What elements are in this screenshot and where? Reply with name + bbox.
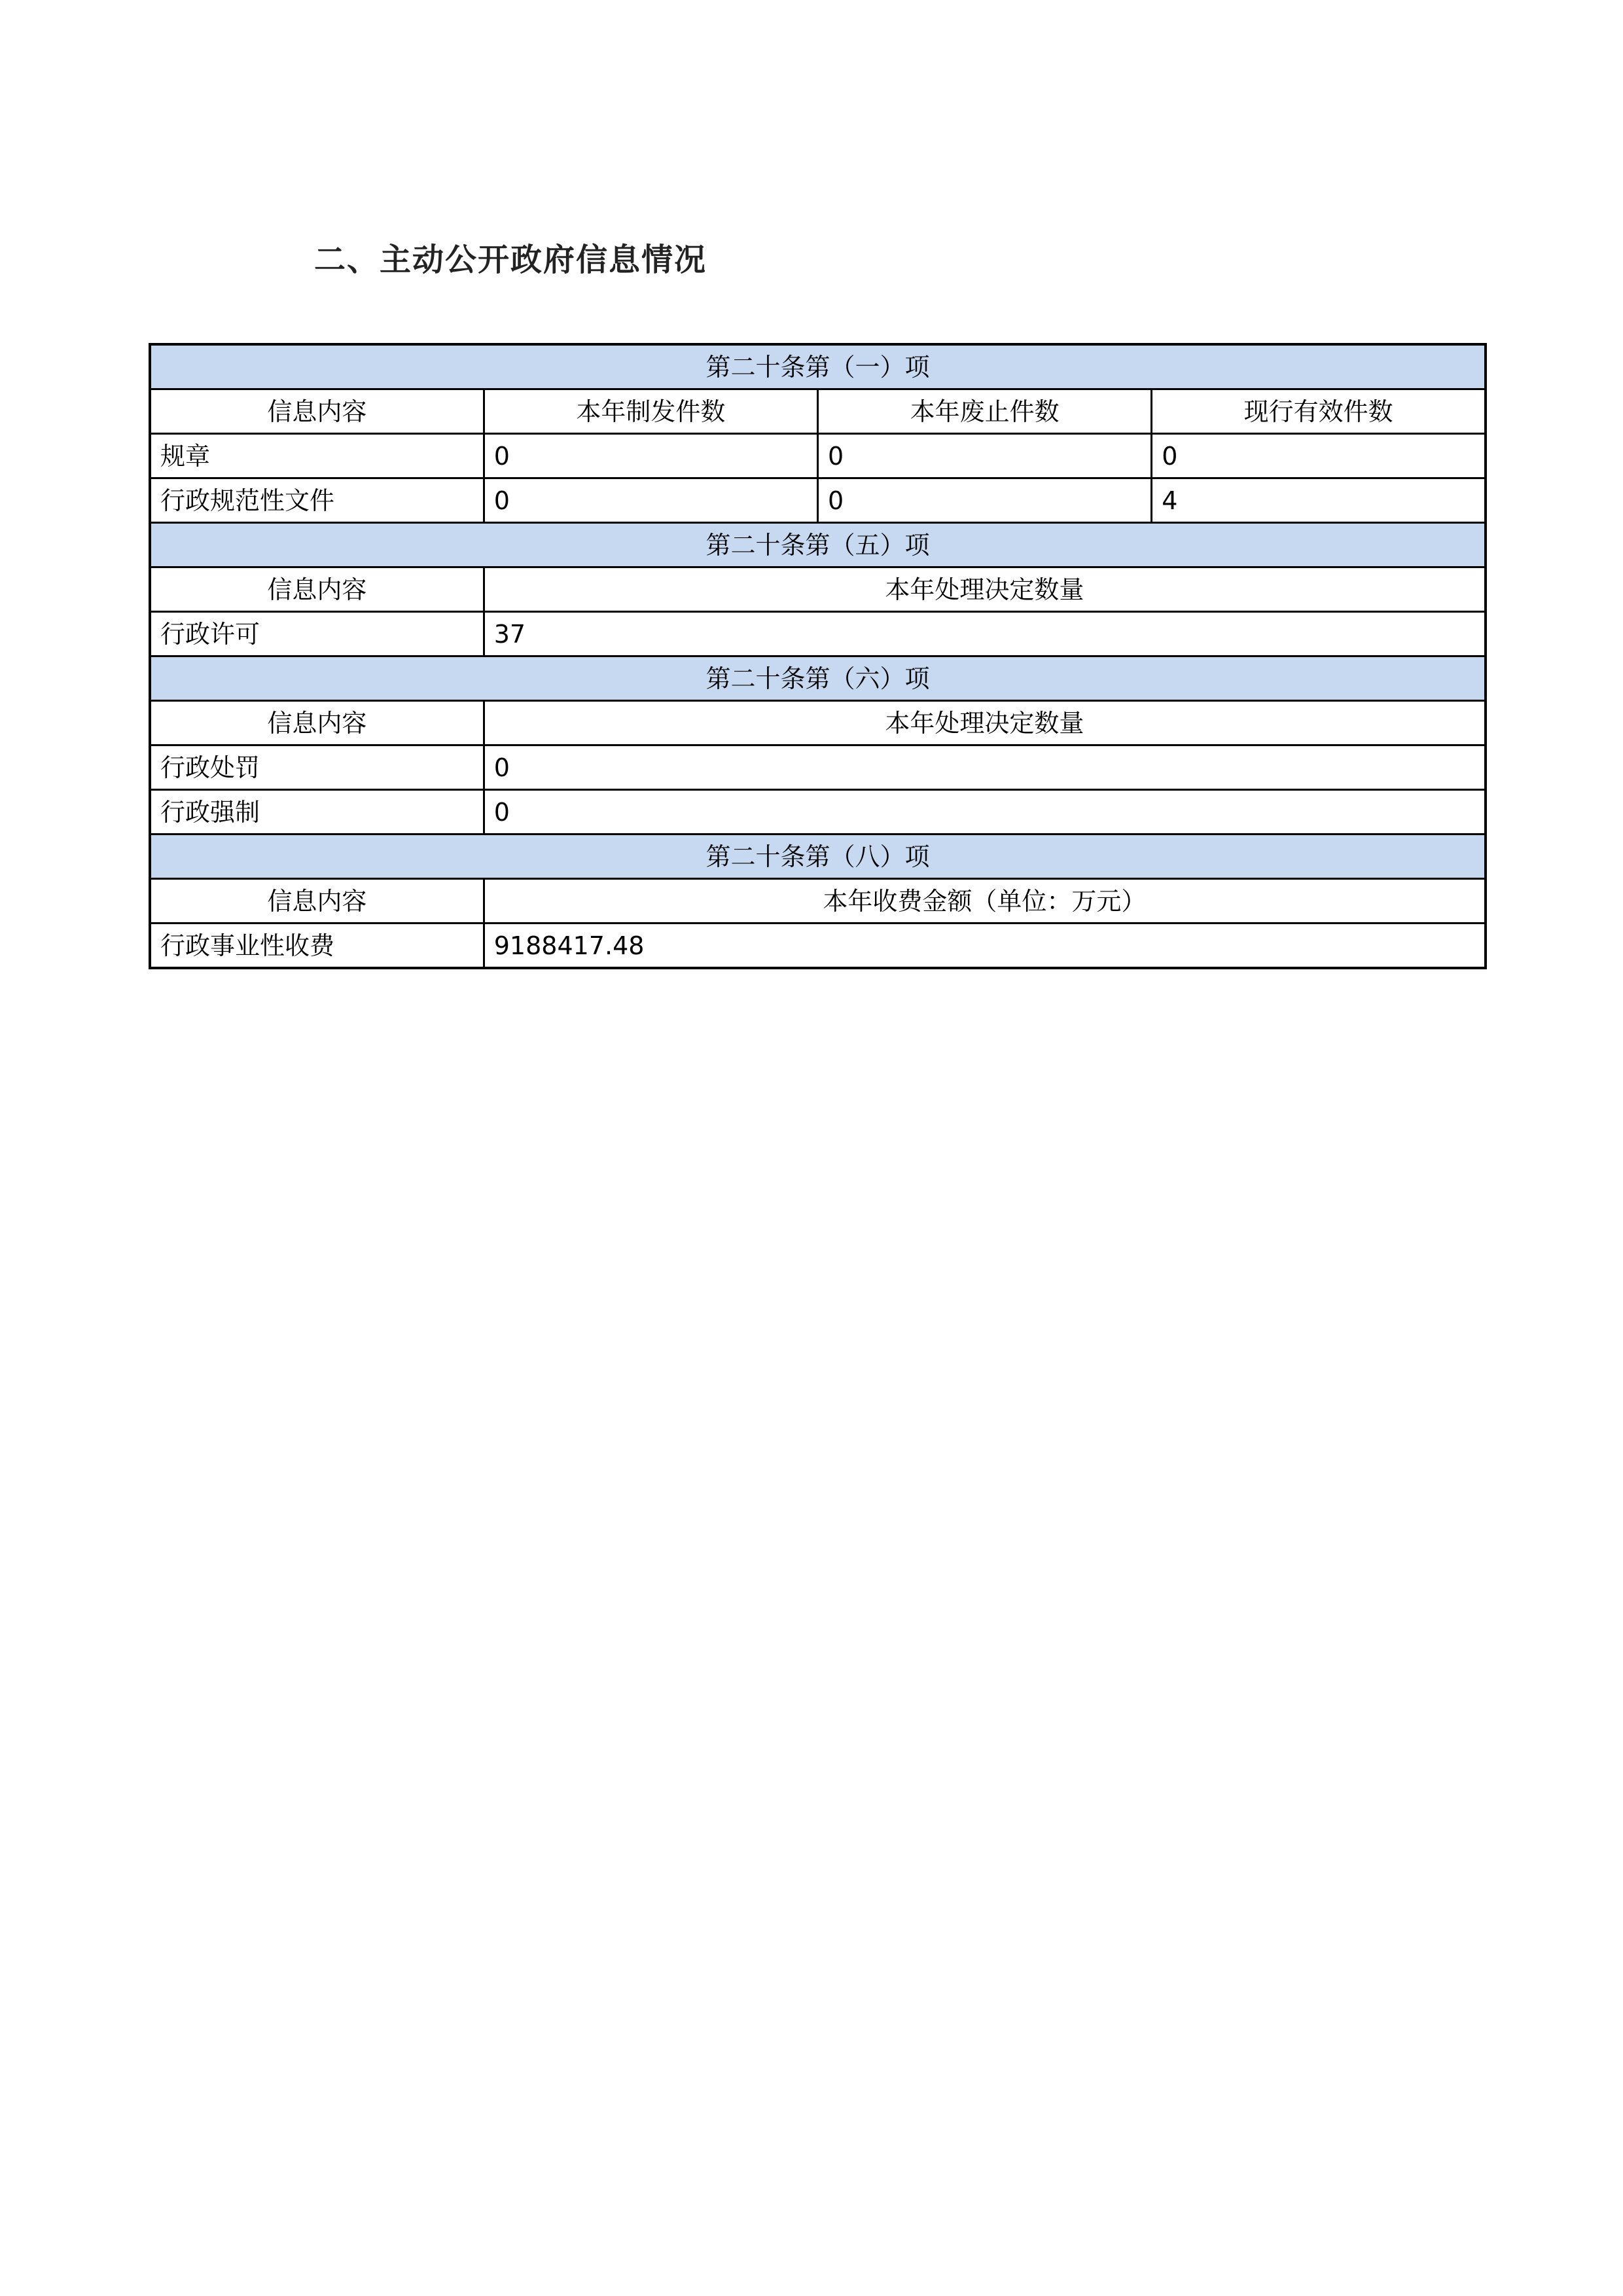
table-row xyxy=(150,434,1486,478)
column-header-decisions: 本年处理决定数量 xyxy=(484,701,1486,745)
page-title: 二、主动公开政府信息情况 xyxy=(314,242,707,278)
table-row xyxy=(150,745,1486,790)
column-header-issued: 本年制发件数 xyxy=(484,389,817,434)
section-header-1: 第二十条第（一）项 xyxy=(150,344,1486,389)
row-label-administrative-penalty: 行政处罚 xyxy=(150,745,484,790)
column-header-info-content: 信息内容 xyxy=(150,701,484,745)
section-header-6: 第二十条第（六）项 xyxy=(150,656,1486,701)
column-header-valid: 现行有效件数 xyxy=(1152,389,1486,434)
row-label-administrative-license: 行政许可 xyxy=(150,612,484,656)
section-header-row xyxy=(150,344,1486,389)
section-header-row xyxy=(150,834,1486,879)
cell-value: 9188417.48 xyxy=(484,924,1486,969)
column-header-info-content: 信息内容 xyxy=(150,389,484,434)
cell-valid: 0 xyxy=(1152,434,1486,478)
section-header-8: 第二十条第（八）项 xyxy=(150,834,1486,879)
row-label-administrative-fees: 行政事业性收费 xyxy=(150,924,484,969)
row-label-normative-documents: 行政规范性文件 xyxy=(150,478,484,523)
column-header-info-content: 信息内容 xyxy=(150,567,484,612)
cell-valid: 4 xyxy=(1152,478,1486,523)
cell-value: 0 xyxy=(484,790,1486,834)
section-header-row xyxy=(150,523,1486,567)
table-row xyxy=(150,478,1486,523)
section-header-row xyxy=(150,656,1486,701)
row-label-administrative-enforcement: 行政强制 xyxy=(150,790,484,834)
column-header-row xyxy=(150,567,1486,612)
table-row xyxy=(150,924,1486,969)
info-disclosure-table xyxy=(149,343,1487,969)
column-header-decisions: 本年处理决定数量 xyxy=(484,567,1486,612)
cell-value: 37 xyxy=(484,612,1486,656)
section-header-5: 第二十条第（五）项 xyxy=(150,523,1486,567)
cell-abolished: 0 xyxy=(818,434,1152,478)
table-row xyxy=(150,612,1486,656)
table-row xyxy=(150,790,1486,834)
column-header-abolished: 本年废止件数 xyxy=(818,389,1152,434)
column-header-fee-amount: 本年收费金额（单位：万元） xyxy=(484,879,1486,924)
column-header-row xyxy=(150,701,1486,745)
cell-value: 0 xyxy=(484,745,1486,790)
cell-issued: 0 xyxy=(484,478,817,523)
column-header-row xyxy=(150,879,1486,924)
column-header-info-content: 信息内容 xyxy=(150,879,484,924)
cell-issued: 0 xyxy=(484,434,817,478)
row-label-regulations: 规章 xyxy=(150,434,484,478)
cell-abolished: 0 xyxy=(818,478,1152,523)
column-header-row xyxy=(150,389,1486,434)
